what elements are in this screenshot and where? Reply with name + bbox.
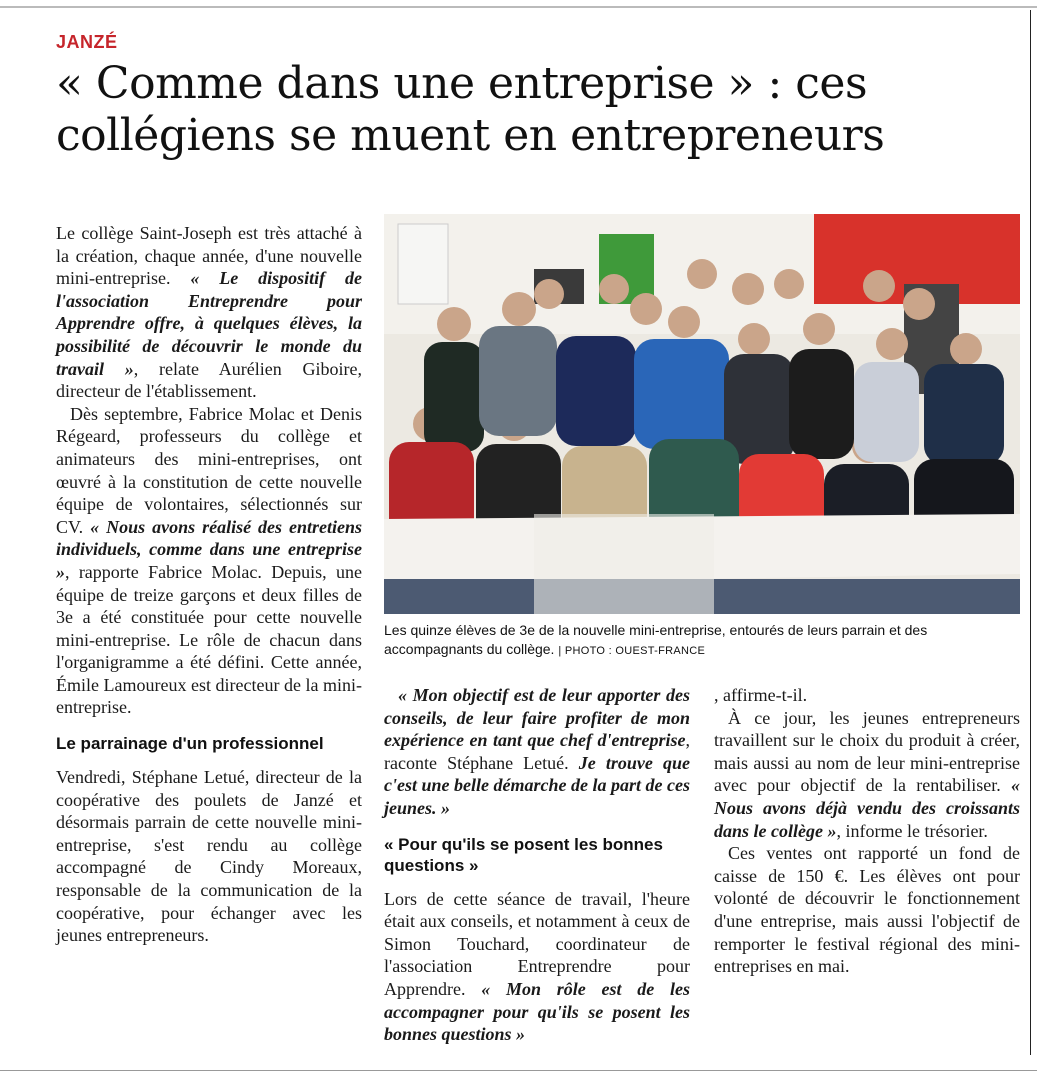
subhead-parrainage: Le parrainage d'un professionnel <box>56 734 324 754</box>
headline-line-2: collégiens se muent en entrepreneurs <box>56 110 885 161</box>
caption-text: Les quinze élèves de 3e de la nouvelle mini-entreprise, entourés de leurs parrain et des accompagnants du collège. <box>384 622 928 657</box>
right-column-rule <box>1030 10 1031 1055</box>
paragraph-affirme: , affirme-t-il. <box>714 685 808 705</box>
article-column-1 <box>56 222 362 947</box>
headline-line-1: « Comme dans une entreprise » : ces <box>56 58 868 109</box>
paragraph-objectif: « Mon objectif est de leur apporter des conseils, de leur faire profiter de mon expérience en tant que chef d'entreprise, raconte Stéphane Letué. Je trouve que c'est une belle démarche de la part de ces jeunes. » <box>384 685 691 818</box>
location-kicker: JANZÉ <box>56 32 118 52</box>
article-column-3 <box>714 684 1020 978</box>
quote-demarche: Je trouve que c'est une belle démarche de la part de ces jeunes. » <box>384 752 691 818</box>
article-column-2 <box>384 684 690 1046</box>
photo-caption <box>384 621 1024 661</box>
photo-credit: | PHOTO : OUEST-FRANCE <box>558 645 706 657</box>
paragraph-september: Dès septembre, Fabrice Molac et Denis Régeard, professeurs du collège et animateurs des mini-entreprises, ont œuvré à la constitution de cette nouvelle équipe de volontaires, sélectionnés sur CV. « Nous avons réalisé des entretiens individuels, comme dans une entreprise », rapporte Fabrice Molac. Depuis, une équipe de treize garçons et deux filles de 3e a été constituée pour cette nouvelle mini-entreprise. Le rôle de chacun dans l'organigramme a été défini. Cette année, Émile Lamoureux est directeur de la mini-entreprise. <box>56 403 362 718</box>
quote-dispositif: « Le dispositif de l'association Entreprendre pour Apprendre offre, à quelques élèves, la possibilité de découvrir le monde du travail » <box>56 268 363 379</box>
group-photo <box>384 214 1020 614</box>
quote-entretiens: « Nous avons réalisé des entretiens individuels, comme dans une entreprise » <box>56 516 362 582</box>
paragraph-seance: Lors de cette séance de travail, l'heure était aux conseils, et notamment à ceux de Simon Touchard, coordinateur de l'association Entreprendre pour Apprendre. « Mon rôle est de les accompagner pour qu'ils se posent les bonnes questions » <box>384 888 691 1045</box>
article-headline <box>56 58 1016 162</box>
group-photo-illustration <box>384 214 1020 614</box>
subhead-questions: « Pour qu'ils se posent les bonnes questions » <box>384 834 663 875</box>
paragraph-vendredi: Vendredi, Stéphane Letué, directeur de la coopérative des poulets de Janzé et désormais parrain de cette nouvelle mini-entreprise, s'est rendu au collège accompagné de Cindy Moreaux, responsable de la communication de la coopérative, pour échanger avec les jeunes entrepreneurs. <box>56 767 362 946</box>
paragraph-ventes: Ces ventes ont rapporté un fond de caisse de 150 €. Les élèves ont pour volonté de découvrir le fonctionnement d'une entreprise, mais aussi l'objectif de remporter le festival régional des mini-entreprises en mai. <box>714 843 1020 977</box>
paragraph-ce-jour: À ce jour, les jeunes entrepreneurs travaillent sur le choix du produit à créer, mais aussi au nom de leur mini-entreprise avec pour objectif de la rentabiliser. « Nous avons déjà vendu des croissants dans le collège », informe le trésorier. <box>714 707 1020 841</box>
top-rule <box>0 6 1037 8</box>
bottom-rule <box>0 1070 1037 1071</box>
paragraph-intro: Le collège Saint-Joseph est très attaché à la création, chaque année, d'une nouvelle mini-entreprise. « Le dispositif de l'association Entreprendre pour Apprendre offre, à quelques élèves, la possibilité de découvrir le monde du travail », relate Aurélien Giboire, directeur de l'établissement. <box>56 223 363 402</box>
quote-role: « Mon rôle est de les accompagner pour qu'ils se posent les bonnes questions » <box>384 978 691 1045</box>
quote-objectif: « Mon objectif est de leur apporter des conseils, de leur faire profiter de mon expérience en tant que chef d'entreprise <box>384 685 690 751</box>
quote-croissants: « Nous avons déjà vendu des croissants dans le collège » <box>714 775 1020 841</box>
